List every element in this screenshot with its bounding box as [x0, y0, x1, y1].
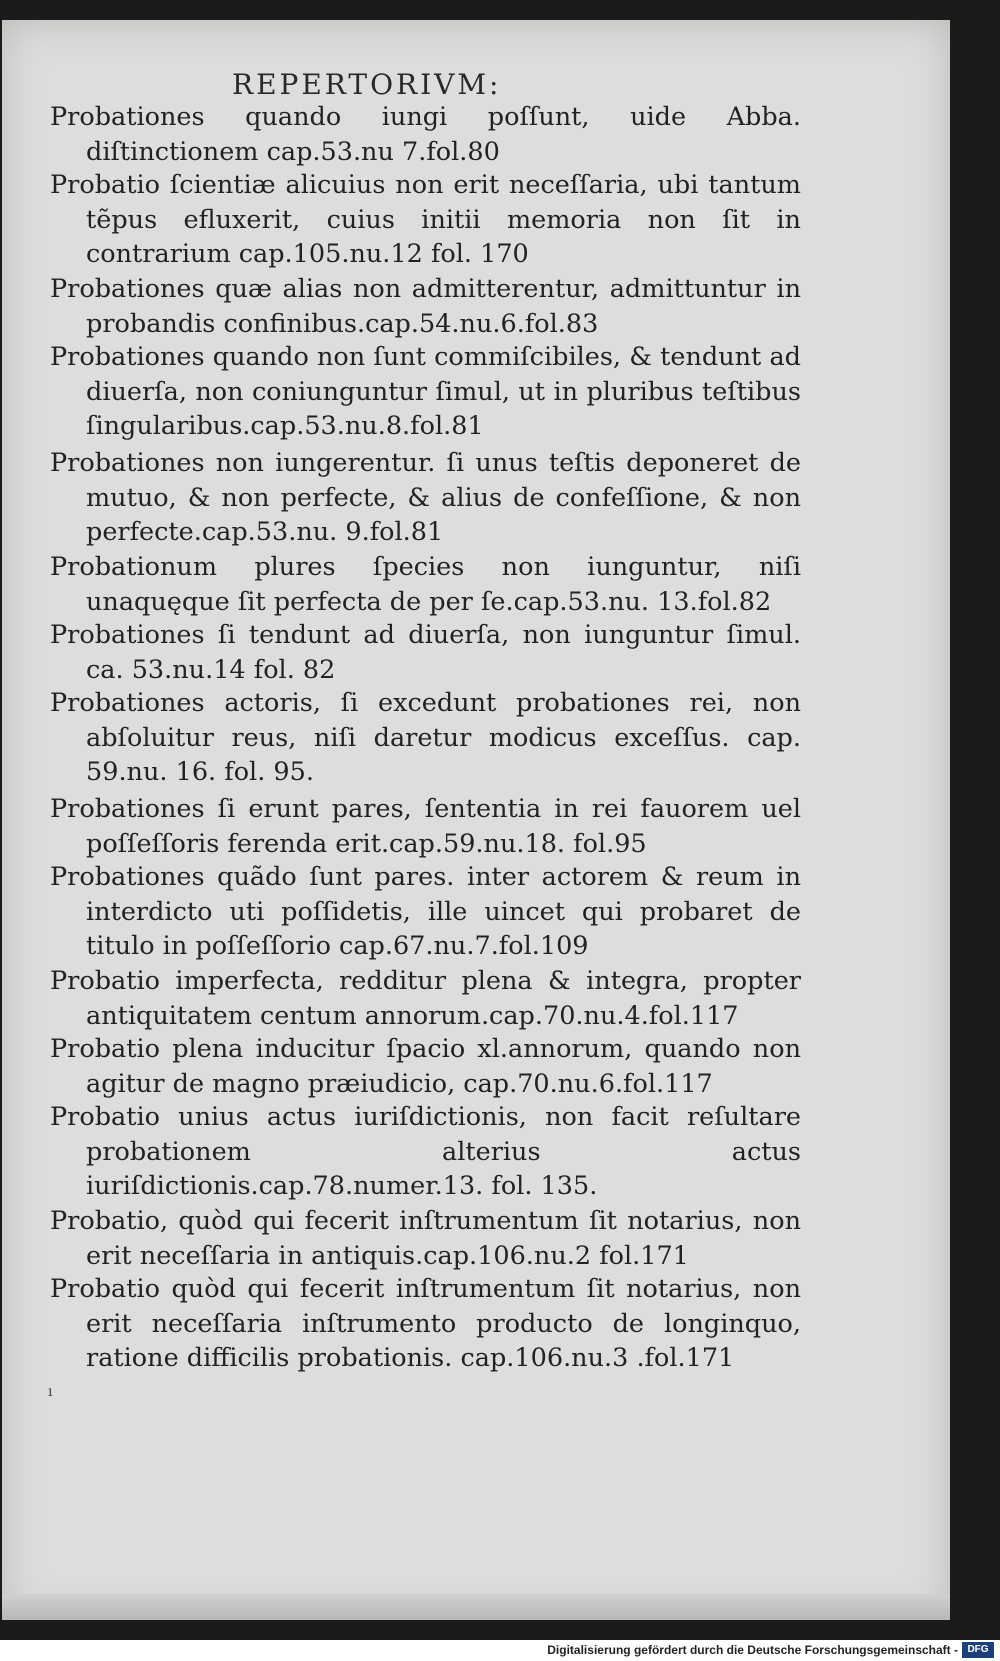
index-entry: Probatio quòd qui fecerit inſtrumentum ſit notarius, non erit neceſſaria inſtrumento producto de longinquo, ratione difficilis probationis. cap.106.nu.3 .fol.171 [50, 1274, 801, 1373]
index-entry: Probationes quando iungi poſſunt, uide Abba. diſtinctionem cap.53.nu 7.fol.80 [50, 102, 801, 167]
page-shadow [2, 1594, 950, 1620]
funding-credit: Digitalisierung gefördert durch die Deutsche Forschungsgemeinschaft - [547, 1643, 958, 1657]
index-entry: Probationes quãdo ſunt pares. inter actorem & reum in interdicto uti poſſidetis, ille uincet qui probaret de titulo in poſſeſſorio cap.67.nu.7.fol.109 [50, 862, 801, 961]
index-entry: Probationes quæ alias non admitterentur, admittuntur in probandis confinibus.cap.54.nu.6.fol.83 [50, 274, 801, 339]
index-entry: Probationum plures ſpecies non iunguntur, niſi unaquęque ſit perfecta de per ſe.cap.53.nu. 13.fol.82 [50, 552, 801, 617]
dfg-logo: DFG [962, 1642, 994, 1658]
footer-bar [0, 1640, 1000, 1661]
index-entry: Probationes non iungerentur. ſi unus teſtis deponeret de mutuo, & non perfecte, & alius de confeſſione, & non perfecte.cap.53.nu. 9.fol.81 [50, 448, 801, 547]
index-entry: Probatio ſcientiæ alicuius non erit neceſſaria, ubi tantum tẽpus efluxerit, cuius initii memoria non ſit in contrarium cap.105.nu.12 fol. 170 [50, 170, 801, 269]
index-entry: Probationes quando non ſunt commiſcibiles, & tendunt ad diuerſa, non coniunguntur ſimul, ut in pluribus teſtibus ſingularibus.cap.53.nu.8.fol.81 [50, 342, 801, 441]
index-entry: Probationes ſi erunt pares, ſententia in rei fauorem uel poſſeſſoris ferenda erit.cap.59.nu.18. fol.95 [50, 794, 801, 859]
index-entry: Probationes ſi tendunt ad diuerſa, non iunguntur ſimul. ca. 53.nu.14 fol. 82 [50, 620, 801, 685]
index-entry: Probationes actoris, ſi excedunt probationes rei, non abſoluitur reus, niſi daretur modicus exceſſus. cap. 59.nu. 16. fol. 95. [50, 688, 801, 787]
index-entry: Probatio plena inducitur ſpacio xl.annorum, quando non agitur de magno præiudicio, cap.70.nu.6.fol.117 [50, 1034, 801, 1099]
index-entry: Probatio imperfecta, redditur plena & integra, propter antiquitatem centum annorum.cap.70.nu.4.fol.117 [50, 966, 801, 1031]
stray-mark: ı [48, 1384, 53, 1400]
index-entry: Probatio, quòd qui fecerit inſtrumentum ſit notarius, non erit neceſſaria in antiquis.cap.106.nu.2 fol.171 [50, 1206, 801, 1271]
index-entry: Probatio unius actus iuriſdictionis, non facit reſultare probationem alterius actus iuriſdictionis.cap.78.numer.13. fol. 135. [50, 1102, 801, 1201]
running-head: REPERTORIVM: [232, 68, 502, 101]
